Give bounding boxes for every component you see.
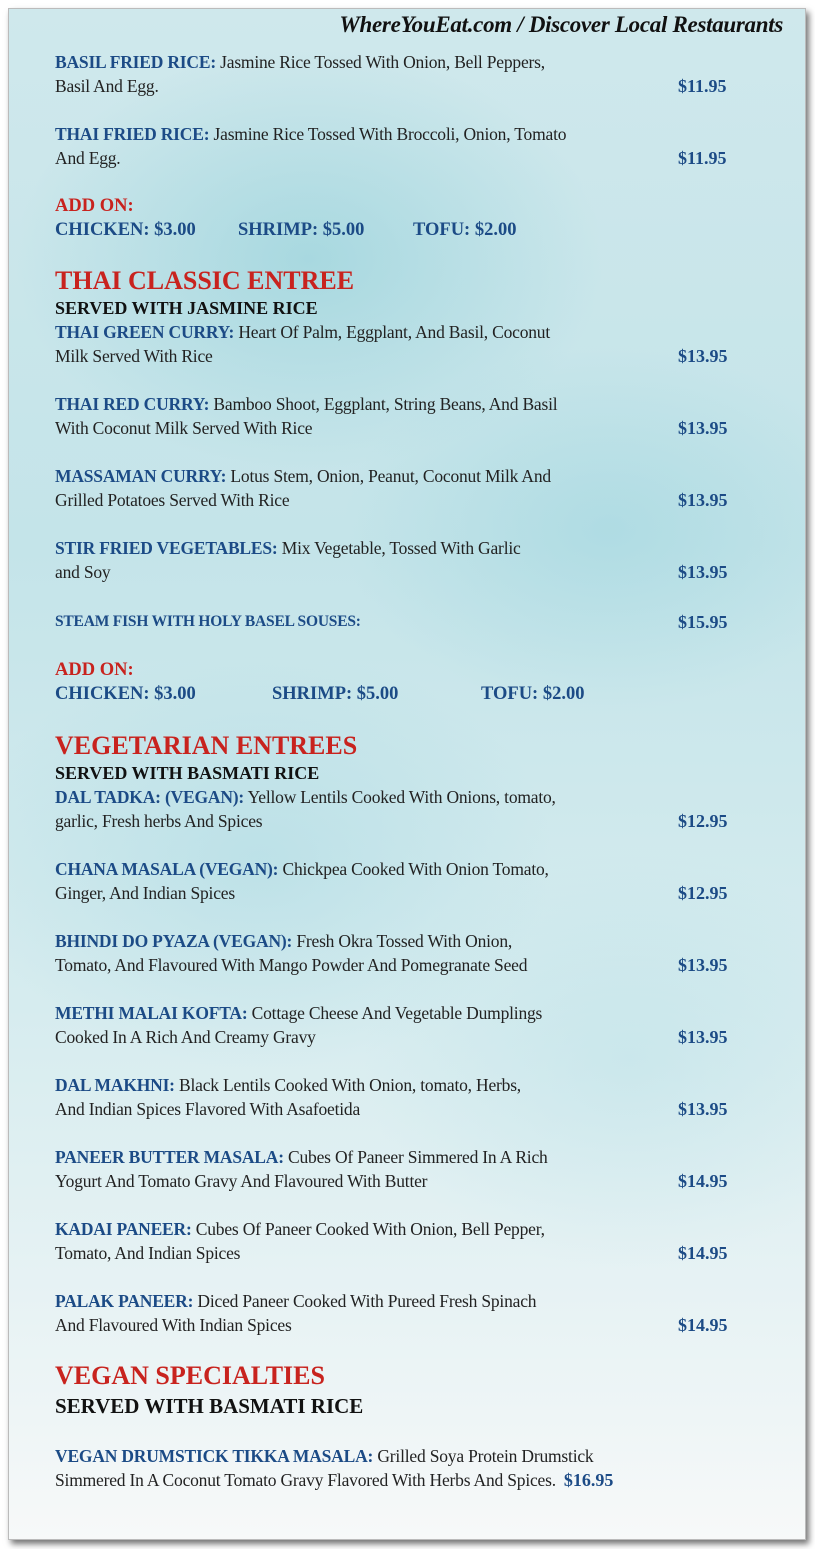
fried-rice-section [55, 50, 755, 242]
item-price: $13.95 [678, 346, 728, 366]
item-name: MASSAMAN CURRY: [55, 466, 227, 486]
item-name: DAL MAKHNI: [55, 1075, 175, 1095]
item-desc: and Soy [55, 562, 111, 582]
item-name: BASIL FRIED RICE: [55, 52, 216, 72]
item-desc: Yellow Lentils Cooked With Onions, tomato, [247, 787, 556, 807]
item-name: THAI GREEN CURRY: [55, 322, 235, 342]
item-desc: Mix Vegetable, Tossed With Garlic [281, 538, 521, 558]
item-desc: Cottage Cheese And Vegetable Dumplings [251, 1003, 543, 1023]
item-desc: garlic, Fresh herbs And Spices [55, 811, 263, 831]
item-price: $14.95 [678, 1315, 728, 1335]
item-desc: Simmered In A Coconut Tomato Gravy Flavored With Herbs And Spices. [55, 1470, 556, 1490]
section-heading: THAI CLASSIC ENTREE [55, 266, 355, 295]
menu-item [55, 50, 727, 98]
menu-item [55, 1073, 728, 1121]
menu-item [55, 464, 728, 512]
item-price: $13.95 [678, 1027, 728, 1047]
item-desc: Basil And Egg. [55, 76, 159, 96]
item-desc: Bamboo Shoot, Eggplant, String Beans, And Basil [213, 394, 558, 414]
item-price: $15.95 [678, 612, 728, 632]
item-name: KADAI PANEER: [55, 1219, 192, 1239]
add-on-shrimp: SHRIMP: $5.00 [272, 684, 399, 704]
menu-item [55, 1145, 728, 1193]
item-name: PALAK PANEER: [55, 1291, 194, 1311]
add-on-tofu: TOFU: $2.00 [481, 684, 585, 704]
menu-page [8, 8, 806, 1540]
section-subheading: SERVED WITH BASMATI RICE [55, 763, 320, 783]
add-on-options [55, 682, 755, 706]
item-desc: Diced Paneer Cooked With Pureed Fresh Spinach [197, 1291, 537, 1311]
item-desc: Ginger, And Indian Spices [55, 883, 235, 903]
add-on-tofu: TOFU: $2.00 [413, 220, 517, 240]
add-on-chicken: CHICKEN: $3.00 [55, 684, 196, 704]
item-desc: And Egg. [55, 148, 121, 168]
menu-item [55, 536, 728, 584]
section-subheading: SERVED WITH BASMATI RICE [55, 1394, 364, 1418]
item-desc: Chickpea Cooked With Onion Tomato, [282, 859, 549, 879]
vegan-section [55, 1361, 755, 1492]
item-desc: Heart Of Palm, Eggplant, And Basil, Coconut [238, 322, 551, 342]
item-desc: Milk Served With Rice [55, 346, 213, 366]
menu-item [55, 785, 728, 833]
item-desc: And Indian Spices Flavored With Asafoetida [55, 1099, 361, 1119]
item-price: $11.95 [678, 76, 727, 96]
item-desc: With Coconut Milk Served With Rice [55, 418, 313, 438]
item-name: DAL TADKA: (VEGAN): [55, 787, 245, 807]
section-subheading: SERVED WITH JASMINE RICE [55, 298, 318, 318]
add-on-shrimp: SHRIMP: $5.00 [238, 220, 365, 240]
item-price: $13.95 [678, 562, 728, 582]
section-heading: VEGAN SPECIALTIES [55, 1361, 325, 1390]
item-name: STIR FRIED VEGETABLES: [55, 538, 278, 558]
item-desc: Lotus Stem, Onion, Peanut, Coconut Milk And [230, 466, 551, 486]
item-name: BHINDI DO PYAZA (VEGAN): [55, 931, 293, 951]
add-on-label: ADD ON: [55, 196, 134, 216]
menu-item [55, 122, 727, 170]
item-desc: Cooked In A Rich And Creamy Gravy [55, 1027, 316, 1047]
section-heading: VEGETARIAN ENTREES [55, 731, 358, 760]
item-desc: Grilled Soya Protein Drumstick [377, 1446, 594, 1466]
item-desc: Jasmine Rice Tossed With Broccoli, Onion, Tomato [213, 124, 567, 144]
add-on-label: ADD ON: [55, 660, 134, 680]
item-desc: Black Lentils Cooked With Onion, tomato, Herbs, [179, 1075, 521, 1095]
thai-classic-section [55, 266, 755, 706]
item-price: $14.95 [678, 1171, 728, 1191]
add-on-chicken: CHICKEN: $3.00 [55, 220, 196, 240]
item-desc: Tomato, And Indian Spices [55, 1243, 241, 1263]
menu-item [55, 1217, 728, 1265]
menu-content [55, 50, 755, 1516]
item-price: $14.95 [678, 1243, 728, 1263]
item-name: THAI RED CURRY: [55, 394, 210, 414]
item-price: $12.95 [678, 883, 728, 903]
item-price: $12.95 [678, 811, 728, 831]
item-price: $13.95 [678, 490, 728, 510]
item-name: THAI FRIED RICE: [55, 124, 210, 144]
menu-item [55, 857, 728, 905]
item-desc: Yogurt And Tomato Gravy And Flavoured With Butter [55, 1171, 428, 1191]
item-price: $13.95 [678, 1099, 728, 1119]
item-price: $11.95 [678, 148, 727, 168]
item-name: STEAM FISH WITH HOLY BASEL SOUSES: [55, 613, 361, 630]
menu-item [55, 320, 728, 368]
item-name: VEGAN DRUMSTICK TIKKA MASALA: [55, 1446, 374, 1466]
add-on-options [55, 218, 755, 242]
item-desc: Cubes Of Paneer Simmered In A Rich [288, 1147, 548, 1167]
item-name: METHI MALAI KOFTA: [55, 1003, 248, 1023]
item-desc: Grilled Potatoes Served With Rice [55, 490, 290, 510]
menu-item [55, 392, 728, 440]
item-price: $13.95 [678, 955, 728, 975]
menu-item [55, 608, 728, 634]
item-desc: Cubes Of Paneer Cooked With Onion, Bell Pepper, [195, 1219, 545, 1239]
item-name: CHANA MASALA (VEGAN): [55, 859, 279, 879]
item-price: $13.95 [678, 418, 728, 438]
menu-item [55, 1001, 728, 1049]
menu-item [55, 1289, 728, 1337]
item-name: PANEER BUTTER MASALA: [55, 1147, 284, 1167]
item-price: $16.95 [563, 1470, 614, 1490]
menu-item [55, 929, 728, 977]
item-desc: Jasmine Rice Tossed With Onion, Bell Peppers, [220, 52, 545, 72]
item-desc: And Flavoured With Indian Spices [55, 1315, 292, 1335]
item-desc: Tomato, And Flavoured With Mango Powder And Pomegranate Seed [55, 955, 528, 975]
item-desc: Fresh Okra Tossed With Onion, [296, 931, 513, 951]
menu-item [55, 1444, 755, 1492]
vegetarian-section [55, 731, 755, 1337]
watermark: WhereYouEat.com / Discover Local Restaurants [339, 12, 783, 37]
